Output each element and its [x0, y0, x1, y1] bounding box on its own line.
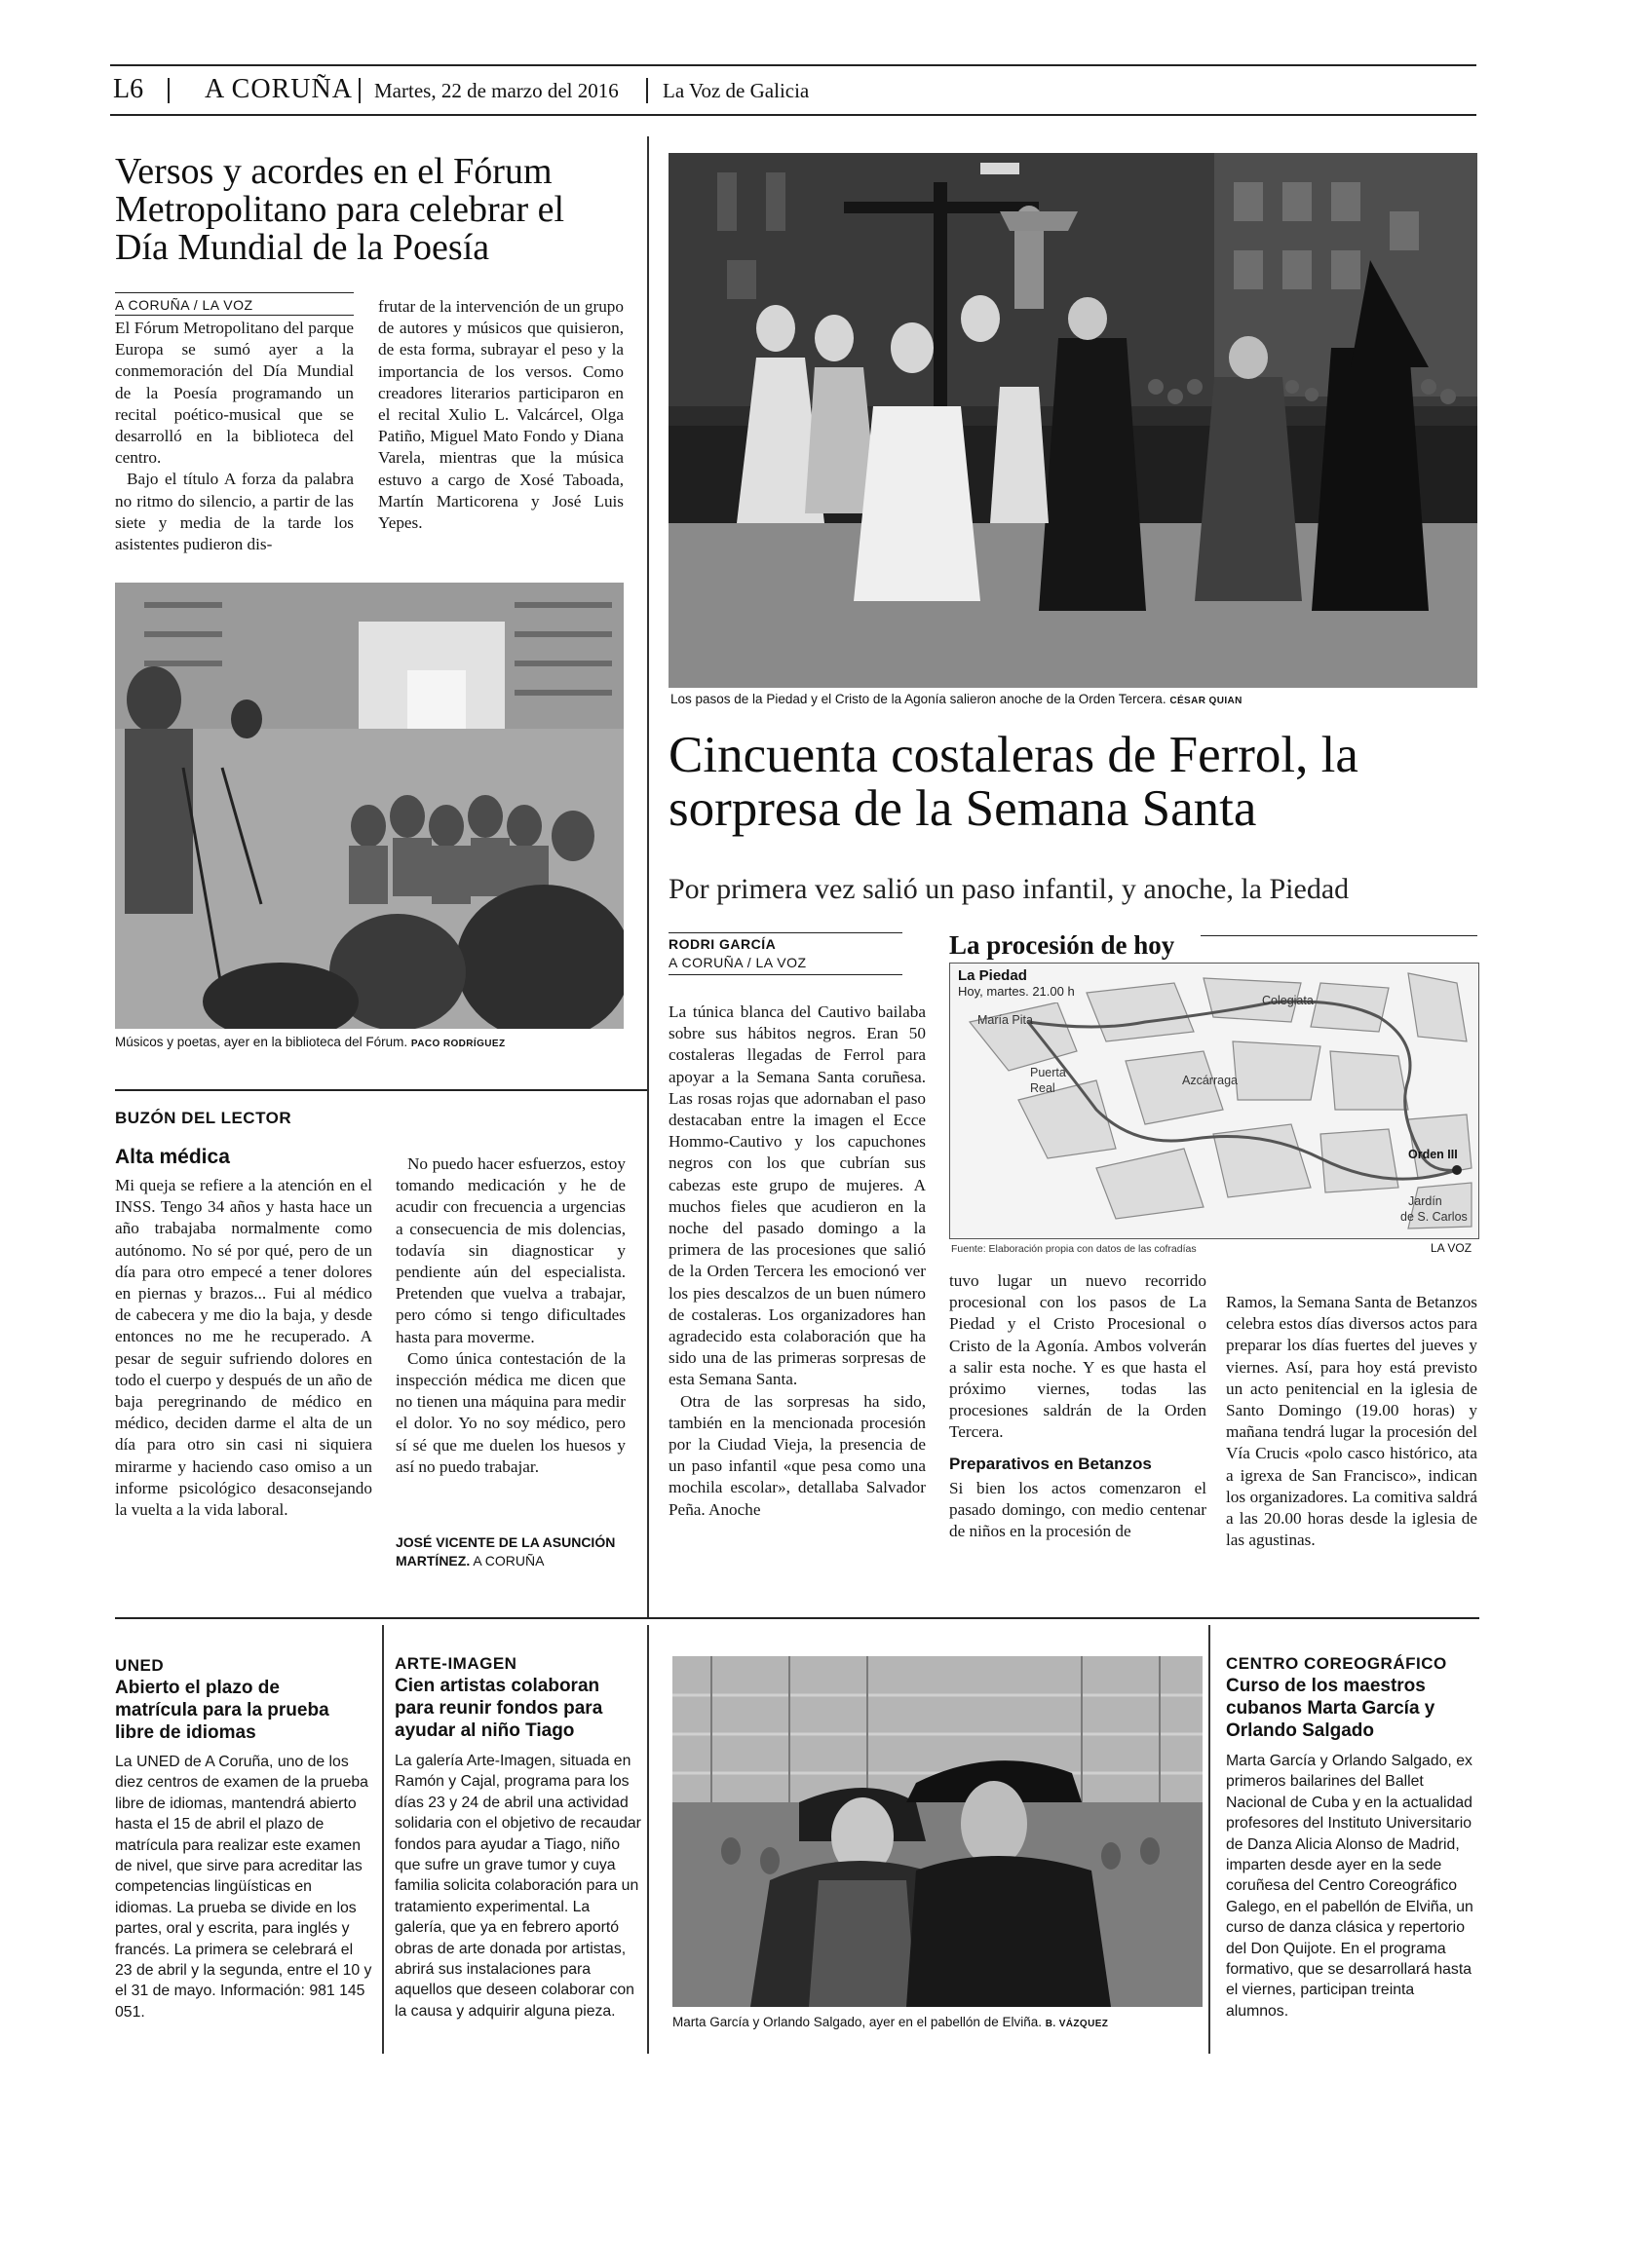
centro-title: Curso de los maestros cubanos Marta García y Orlando Salgado: [1226, 1676, 1435, 1741]
poesia-headline: Versos y acordes en el Fórum Metropolitano para celebrar el Día Mundial de la Poesía: [115, 151, 565, 269]
paragraph: La galería Arte-Imagen, situada en Ramón y Cajal, programa para los días 23 y 24 de abril una actividad solidaria con el objetivo de recaudar fondos para ayudar a Tiago, niño que sufre un grave tumor y cuya familia solicita colaboración para un tratamiento experimental. La galería, que ya en febrero aportó obras de arte donada por artistas, abrirá sus instalaciones para aquellos que deseen colaborar con la causa y adquirir alguna pieza.: [395, 1753, 641, 2020]
column-separator: [647, 136, 649, 1617]
dancers-photo: [672, 1656, 1203, 2007]
buzon-title: Alta médica: [115, 1146, 230, 1168]
semana-headline: Cincuenta costaleras de Ferrol, la sorpresa de la Semana Santa: [669, 727, 1358, 838]
newspaper-name: La Voz de Galicia: [663, 79, 810, 102]
photo-credit: PACO RODRÍGUEZ: [410, 1039, 506, 1049]
map-title-rule: [1201, 935, 1477, 936]
map-panel: [949, 963, 1479, 1239]
map-label: Azcárraga: [1182, 1074, 1238, 1087]
paragraph: Como única contestación de la inspección médica me dicen que no tienen una máquina para medir el dolor. Yo no soy médico, pero sí sé que me duelen los huesos y así no puedo trabajar.: [396, 1348, 626, 1476]
byline-rule: [115, 315, 354, 316]
paragraph: El Fórum Metropolitano del parque Europa se sumó ayer a la conmemoración del Día Mundial de la Poesía programando un recital poético-musical que se desarrolló en la biblioteca del centro.: [115, 319, 354, 468]
header-top-rule: [110, 64, 1476, 66]
paragraph: tuvo lugar un nuevo recorrido procesional con los pasos de La Piedad y el Cristo Procesional o Cristo de la Agonía. Ambos volverán a salir esta noche. Y es que hasta el próximo viernes, todas las procesiones saldrán de la Orden Tercera.: [949, 1271, 1206, 1442]
procession-photo-caption: [670, 692, 1243, 706]
header-divider: [646, 78, 648, 103]
betanzos-subhead: Preparativos en Betanzos: [949, 1454, 1152, 1473]
map-label: María Pita: [977, 1013, 1033, 1027]
semana-column-1: [669, 1002, 926, 1539]
buzon-column-1: [115, 1175, 372, 1578]
poesia-column-1: [115, 318, 354, 581]
poesia-column-2: [378, 296, 624, 581]
uned-title: Abierto el plazo de matrícula para la prueba libre de idiomas: [115, 1678, 329, 1743]
dancers-photo-caption: [672, 2015, 1108, 2029]
buzon-signature: [396, 1533, 626, 1570]
brief-separator: [1208, 1625, 1210, 2054]
paragraph: La túnica blanca del Cautivo bailaba sobre sus hábitos negros. Eran 50 costaleras llegadas de Ferrol para apoyar a la Semana Santa coruñesa. Las rosas rojas que adornaban el paso destacaban entre la imagen el Ecce Hommo-Cautivo y los capuchones negros con los que cubrían sus cabezas este grupo de mujeres. A muchos fieles que acudieron en la noche del pasado domingo a la primera de las procesiones que salió de la Orden Tercera les emocionó ver los pies descalzos de un buen número de costaleras. Los organizadores han agradecido esta colaboración que ha sido una de las primeras sorpresas de esta Semana Santa.: [669, 1002, 926, 1389]
briefs-top-rule: [115, 1617, 1479, 1619]
map-title: La procesión de hoy: [949, 930, 1175, 960]
centro-text: [1226, 1751, 1477, 2043]
poesia-byline: A CORUÑA / LA VOZ: [115, 297, 253, 313]
map-source: Fuente: Elaboración propia con datos de las cofradías: [951, 1243, 1197, 1255]
section-rule: [115, 1089, 647, 1091]
caption-text: Músicos y poetas, ayer en la biblioteca del Fórum.: [115, 1035, 408, 1049]
byline-rule: [669, 974, 902, 975]
map-label: Jardín: [1408, 1194, 1442, 1208]
semana-subhead: Por primera vez salió un paso infantil, y anoche, la Piedad: [669, 873, 1350, 905]
page-number: L6: [113, 74, 144, 104]
photo-credit: B. VÁZQUEZ: [1045, 2019, 1109, 2029]
semana-column-3: [1226, 1292, 1477, 1574]
paragraph: Bajo el título A forza da palabra no ritmo do silencio, a partir de las siete y media de la tarde los asistentes pudieron dis-: [115, 470, 354, 554]
map-brand: LA VOZ: [1431, 1241, 1472, 1255]
brief-separator: [647, 1625, 649, 2054]
procession-photo: [669, 153, 1477, 688]
paragraph: Si bien los actos comenzaron el pasado domingo, con medio centenar de niños en la procesión de: [949, 1478, 1206, 1541]
paragraph: frutar de la intervención de un grupo de autores y músicos que quisieron, de esta forma, subrayar el peso y la importancia de los versos. Como creadores literarios participaron en el recital Xulio L. Valcárcel, Olga Patiño, Miguel Mato Fondo y Diana Varela, mientras que la música estuvo a cargo de Xosé Taboada, Martín Marticorena y José Luis Yepes.: [378, 297, 624, 533]
semana-byline: A CORUÑA / LA VOZ: [669, 955, 807, 970]
brief-separator: [382, 1625, 384, 2054]
buzon-column-2: [396, 1153, 626, 1541]
forum-photo-caption: [115, 1035, 505, 1049]
header-divider: [359, 78, 361, 103]
buzon-kicker: BUZÓN DEL LECTOR: [115, 1109, 292, 1127]
map-legend: [950, 964, 1083, 1002]
header-bottom-rule: [110, 114, 1476, 116]
map-label: Puerta: [1030, 1066, 1066, 1079]
paragraph: Otra de las sorpresas ha sido, también en la mencionada procesión por la Ciudad Vieja, la presencia de un paso infantil «que pesa como una mochila escolar», detallaba Salvador Peña. Anoche: [669, 1391, 926, 1519]
caption-text: Los pasos de la Piedad y el Cristo de la Agonía salieron anoche de la Orden Tercera.: [670, 692, 1166, 706]
map-label: Colegiata: [1262, 994, 1314, 1007]
paragraph: Mi queja se refiere a la atención en el INSS. Tengo 34 años y hasta hace un año trabajaba normalmente como autónomo. No sé por qué, pero de un día para otro empecé a tener dolores en piernas y brazos... Fui al médico de cabecera y me dio la baja, y desde entonces no me he recuperado. A pesar de seguir sufriendo dolores en todo el cuerpo y después de un año de baja peregrinando de médico en médico, deciden darme el alta de un día para otro sin casi ni siquiera mirarme y haciendo caso omiso a un informe psicológico desaconsejando la vuelta a la vida laboral.: [115, 1176, 372, 1520]
caption-text: Marta García y Orlando Salgado, ayer en el pabellón de Elviña.: [672, 2015, 1042, 2029]
photo-credit: CÉSAR QUIAN: [1169, 696, 1243, 706]
header-divider: [168, 78, 170, 103]
section-name: A CORUÑA: [205, 74, 353, 104]
map-event: La Piedad: [958, 967, 1027, 984]
uned-kicker: UNED: [115, 1656, 165, 1675]
paragraph: No puedo hacer esfuerzos, estoy tomando medicación y he de acudir con frecuencia a urgencias a consecuencia de mis dolencias, todavía sin diagnosticar y pendiente aún del especialista. Pretenden que vuelva a trabajar, pero cómo si tengo dificultades hasta para moverme.: [396, 1154, 626, 1346]
arte-text: [395, 1751, 644, 2043]
signature-name: JOSÉ VICENTE DE LA ASUNCIÓN MARTÍNEZ.: [396, 1534, 616, 1569]
paragraph: Marta García y Orlando Salgado, ex primeros bailarines del Ballet Nacional de Cuba y en la actualidad profesores del Instituto Universitario de Danza Alicia Alonso de Madrid, imparten desde ayer en la sede coruñesa del Centro Coreográfico Galego, en el pabellón de Elviña, un curso de danza clásica y repertorio del Don Quijote. En el programa formativo, que se desarrollará hasta el viernes, participan treinta alumnos.: [1226, 1753, 1473, 2020]
map-time: Hoy, martes. 21.00 h: [958, 984, 1075, 999]
signature-place: A CORUÑA: [473, 1553, 545, 1569]
byline-rule: [669, 932, 902, 933]
centro-kicker: CENTRO COREOGRÁFICO: [1226, 1654, 1447, 1673]
map-label: Real: [1030, 1081, 1055, 1095]
arte-kicker: ARTE-IMAGEN: [395, 1654, 517, 1673]
semana-column-2: [949, 1270, 1206, 1563]
forum-library-photo: [115, 583, 624, 1029]
paragraph: Ramos, la Semana Santa de Betanzos celebra estos días diversos actos para preparar los días fuertes del jueves y viernes. Así, para hoy está previsto un acto penitencial en la iglesia de Santo Domingo (19.00 horas) y mañana tendrá lugar la procesión del Vía Crucis «polo casco histórico, ata a igrexa de San Francisco», indican los organizadores. La comitiva saldrá a las 20.00 horas desde la iglesia de las agustinas.: [1226, 1293, 1477, 1550]
issue-date: Martes, 22 de marzo del 2016: [374, 79, 619, 102]
semana-author: RODRI GARCÍA: [669, 936, 777, 952]
uned-text: [115, 1752, 372, 2044]
arte-title: Cien artistas colaboran para reunir fondos para ayudar al niño Tiago: [395, 1676, 603, 1741]
map-label: de S. Carlos: [1400, 1210, 1468, 1224]
byline-rule: [115, 292, 354, 293]
map-label: Orden III: [1408, 1148, 1458, 1161]
paragraph: La UNED de A Coruña, uno de los diez centros de examen de la prueba libre de idiomas, mantendrá abierto hasta el 15 de abril el plazo de matrícula para realizar este examen de nivel, que sirve para acreditar las competencias lingüísticas en idiomas. La prueba se divide en los partes, oral y escrita, para inglés y francés. La primera se celebrará el 23 de abril y la segunda, entre el 10 y el 31 de mayo. Información: 981 145 051.: [115, 1754, 372, 2021]
